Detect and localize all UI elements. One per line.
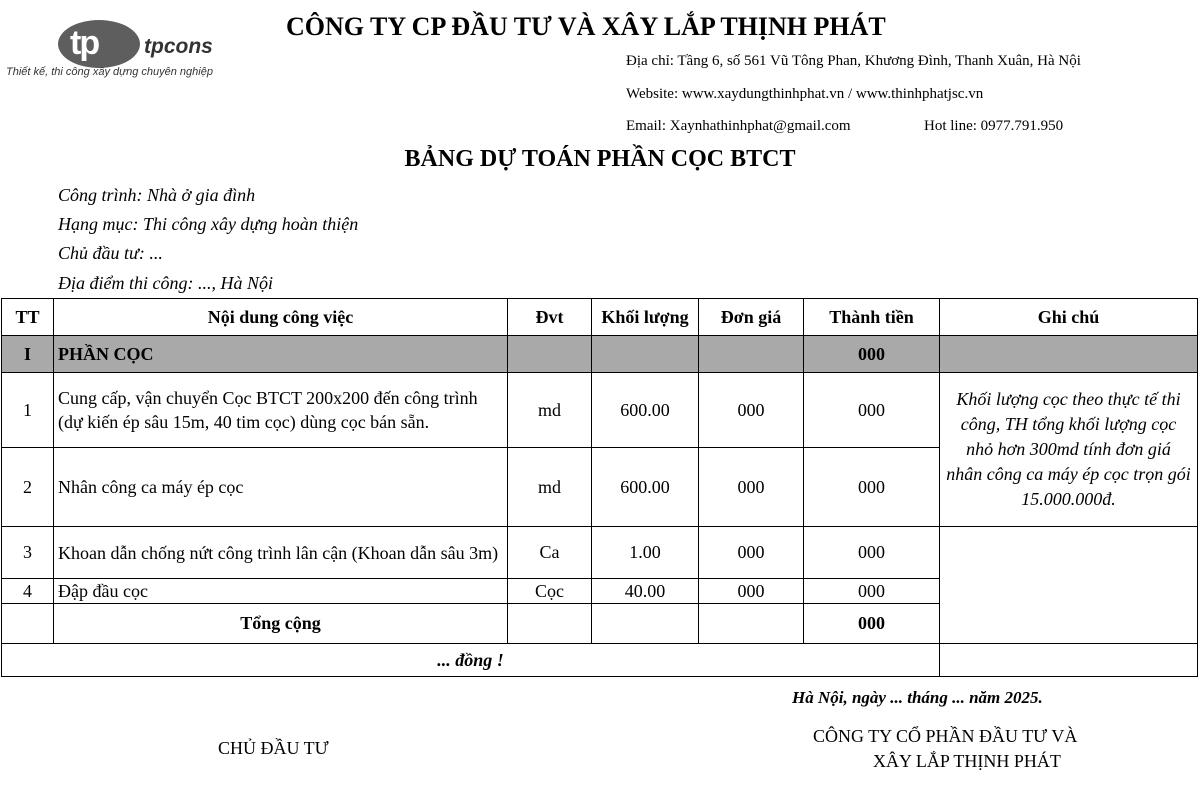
section-price	[699, 336, 804, 373]
row-quantity: 600.00	[592, 373, 699, 448]
amount-in-words-row	[2, 644, 1198, 677]
company-website: Website: www.xaydungthinhphat.vn / www.thinhphatjsc.vn	[626, 86, 984, 102]
header-quantity: Khối lượng	[592, 299, 699, 336]
company-email: Email: Xaynhathinhphat@gmail.com	[626, 118, 851, 134]
row-unit-price: 000	[699, 579, 804, 604]
header-amount: Thành tiền	[804, 299, 940, 336]
section-quantity	[592, 336, 699, 373]
logo-slogan: Thiết kế, thi công xây dựng chuyên nghiệp	[6, 66, 213, 78]
row-description: Khoan dẫn chống nứt công trình lân cận (Khoan dẫn sâu 3m)	[54, 527, 508, 579]
row-description: Đập đầu cọc	[54, 579, 508, 604]
total-quantity	[592, 604, 699, 644]
row-quantity: 40.00	[592, 579, 699, 604]
info-project: Công trình: Nhà ở gia đình	[58, 185, 256, 205]
info-owner: Chủ đầu tư: ...	[58, 243, 163, 263]
section-unit	[508, 336, 592, 373]
section-amount: 000	[804, 336, 940, 373]
company-name: CÔNG TY CP ĐẦU TƯ VÀ XÂY LẮP THỊNH PHÁT	[286, 12, 886, 41]
row-tt: 2	[2, 448, 54, 527]
row-unit-price: 000	[699, 373, 804, 448]
amount-in-words: ... đồng !	[2, 644, 940, 677]
header-note: Ghi chú	[940, 299, 1198, 336]
section-row	[2, 336, 1198, 373]
row-tt: 3	[2, 527, 54, 579]
row-amount: 000	[804, 527, 940, 579]
total-amount: 000	[804, 604, 940, 644]
logo-mark-text: tp	[70, 24, 99, 62]
header-content: Nội dung công việc	[54, 299, 508, 336]
note-empty-cell	[940, 527, 1198, 644]
row-quantity: 600.00	[592, 448, 699, 527]
row-quantity: 1.00	[592, 527, 699, 579]
header-tt: TT	[2, 299, 54, 336]
table-row	[2, 527, 1198, 579]
info-location: Địa điểm thi công: ..., Hà Nội	[58, 273, 273, 293]
row-unit: md	[508, 373, 592, 448]
signature-date: Hà Nội, ngày ... tháng ... năm 2025.	[792, 688, 1043, 707]
total-tt	[2, 604, 54, 644]
signature-company-line2: XÂY LẮP THỊNH PHÁT	[873, 751, 1061, 771]
table-header-row	[2, 299, 1198, 336]
row-tt: 4	[2, 579, 54, 604]
row-description: Cung cấp, vận chuyển Cọc BTCT 200x200 đến công trình (dự kiến ép sâu 15m, 40 tim cọc) dùng cọc bán sẵn.	[54, 373, 508, 448]
section-tt: I	[2, 336, 54, 373]
signature-company-line1: CÔNG TY CỔ PHẦN ĐẦU TƯ VÀ	[813, 726, 1078, 746]
document-title: BẢNG DỰ TOÁN PHẦN CỌC BTCT	[404, 146, 796, 172]
total-label: Tổng cộng	[54, 604, 508, 644]
row-amount: 000	[804, 448, 940, 527]
section-note	[940, 336, 1198, 373]
estimate-table	[1, 298, 1198, 677]
section-name: PHẦN CỌC	[54, 336, 508, 373]
total-unit	[508, 604, 592, 644]
row-amount: 000	[804, 579, 940, 604]
row-tt: 1	[2, 373, 54, 448]
row-description: Nhân công ca máy ép cọc	[54, 448, 508, 527]
company-address: Địa chỉ: Tầng 6, số 561 Vũ Tông Phan, Khương Đình, Thanh Xuân, Hà Nội	[626, 53, 1081, 69]
logo-mark	[58, 20, 140, 68]
header-unit: Đvt	[508, 299, 592, 336]
row-unit: Ca	[508, 527, 592, 579]
words-note-cell	[940, 644, 1198, 677]
table-row	[2, 373, 1198, 448]
row-amount: 000	[804, 373, 940, 448]
row-unit-price: 000	[699, 448, 804, 527]
row-unit: md	[508, 448, 592, 527]
row-unit-price: 000	[699, 527, 804, 579]
row-unit: Cọc	[508, 579, 592, 604]
row-note: Khối lượng cọc theo thực tế thi công, TH tổng khối lượng cọc nhỏ hơn 300md tính đơn giá nhân công ca máy ép cọc trọn gói 15.000.000đ.	[940, 373, 1198, 527]
company-hotline: Hot line: 0977.791.950	[924, 118, 1064, 134]
logo-name: tpcons	[144, 35, 213, 58]
total-price	[699, 604, 804, 644]
info-category: Hạng mục: Thi công xây dựng hoàn thiện	[58, 214, 359, 234]
header-unit-price: Đơn giá	[699, 299, 804, 336]
signature-owner: CHỦ ĐẦU TƯ	[218, 738, 329, 758]
